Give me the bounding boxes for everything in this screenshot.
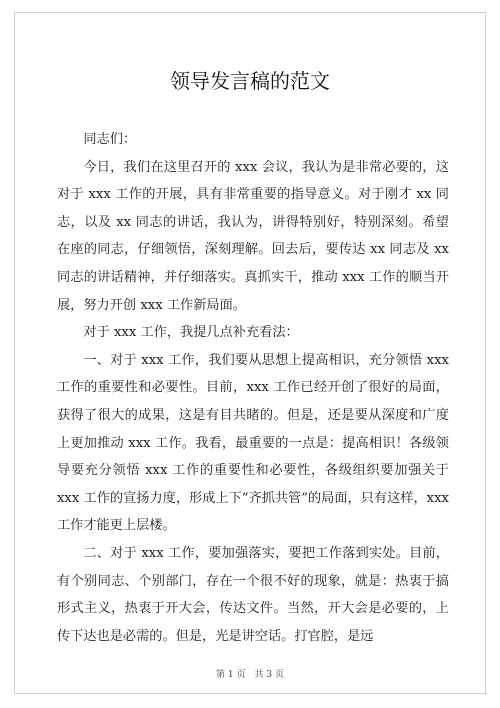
paragraph: 今日，我们在这里召开的 xxx 会议，我认为是非常必要的，这对于 xxx 工作的开展，具有非常重要的指导意义。对于刚才 xx 同志，以及 xx 同志的讲话，我认为，讲得特别好，特别深刻。希望在座的同志，仔细领悟，深刻理解。回去后，要传达 xx 同志及 xx 同志的讲话精神，并仔细落实。真抓实干，推动 xxx 工作的顺当开展，努力开创 xxx 工作新局面。 (57, 159, 449, 313)
paragraph: 一、对于 xxx 工作，我们要从思想上提高相识，充分领悟 xxx 工作的重要性和必要性。目前，xxx 工作已经开创了很好的局面，获得了很大的成果，这是有目共睹的。但是，还是要从深度和广度上更加推动 xxx 工作。我看，最重要的一点是：提高相识！各级领导要充分领悟 xxx 工作的重要性和必要性，各级组织要加强关于 xxx 工作的宣扬力度，形成上下“齐抓共管”的局面，只有这样，xxx 工作才能更上层楼。 (57, 352, 449, 534)
document-title: 领导发言稿的范文 (170, 69, 330, 93)
paragraph: 同志们： (83, 132, 137, 147)
paragraph: 对于 xxx 工作，我提几点补充看法： (83, 325, 299, 341)
document-page (14, 12, 486, 694)
page-footer: 第 1 页 共 3 页 (216, 670, 284, 680)
paragraph: 二、对于 xxx 工作，要加强落实，要把工作落到实处。目前，有个别同志、个别部门，存在一个很不好的现象，就是：热衷于搞形式主义，热衷于开大会，传达文件。当然，开大会是必要的，上传下达也是必需的。但是，光是讲空话。打官腔，是远 (57, 545, 449, 644)
document-body (57, 126, 449, 650)
